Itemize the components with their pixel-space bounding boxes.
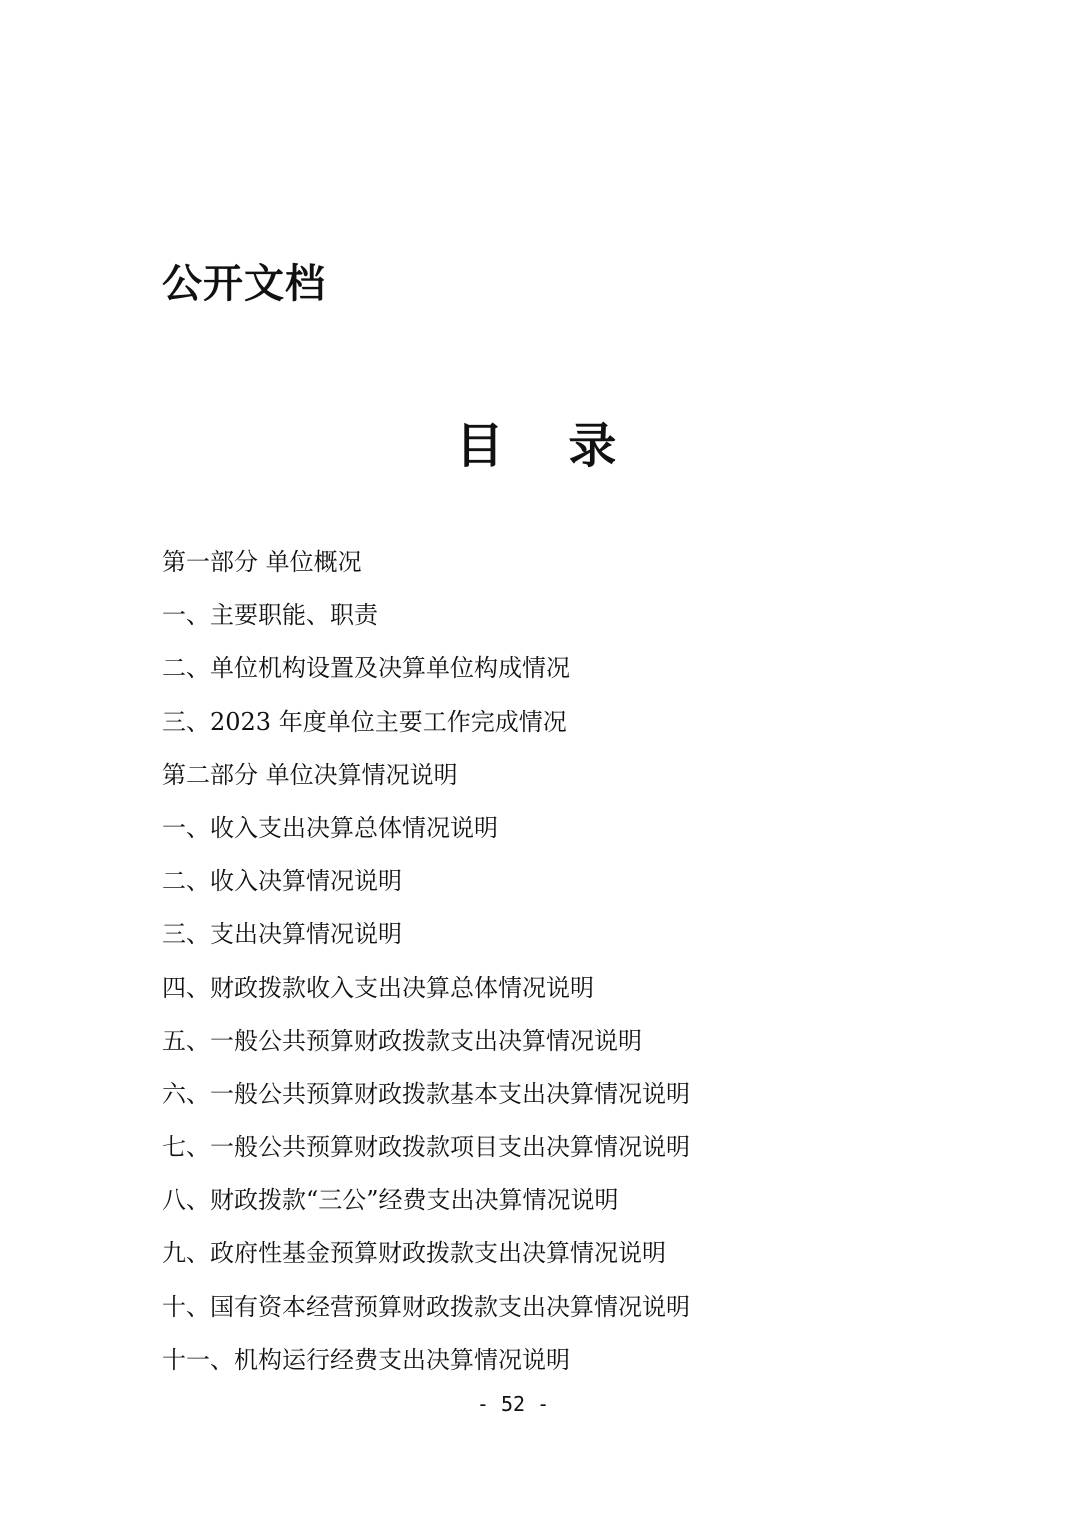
toc-item: 七、一般公共预算财政拨款项目支出决算情况说明 <box>162 1133 690 1162</box>
document-label: 公开文档 <box>162 261 326 307</box>
toc-item: 三、支出决算情况说明 <box>162 920 402 949</box>
toc-item: 八、财政拨款“三公”经费支出决算情况说明 <box>162 1186 619 1215</box>
toc-item: 十、国有资本经营预算财政拨款支出决算情况说明 <box>162 1292 690 1321</box>
toc-item: 六、一般公共预算财政拨款基本支出决算情况说明 <box>162 1079 690 1108</box>
toc-title: 目 录 <box>455 418 641 474</box>
toc-item: 二、收入决算情况说明 <box>162 867 402 896</box>
toc-item: 三、2023 年度单位主要工作完成情况 <box>162 707 567 736</box>
toc-item: 二、单位机构设置及决算单位构成情况 <box>162 654 570 683</box>
toc-item: 一、主要职能、职责 <box>162 601 378 630</box>
toc-section-part-1: 第一部分 单位概况 <box>162 548 362 576</box>
toc-item: 一、收入支出决算总体情况说明 <box>162 813 498 842</box>
toc-item: 五、一般公共预算财政拨款支出决算情况说明 <box>162 1026 642 1055</box>
table-of-contents <box>162 542 690 1393</box>
toc-item: 十一、机构运行经费支出决算情况说明 <box>162 1345 570 1374</box>
toc-item: 九、政府性基金预算财政拨款支出决算情况说明 <box>162 1239 666 1268</box>
toc-item: 四、财政拨款收入支出决算总体情况说明 <box>162 973 594 1002</box>
toc-section-part-2: 第二部分 单位决算情况说明 <box>162 760 458 789</box>
page-number: - 52 - <box>476 1392 550 1416</box>
